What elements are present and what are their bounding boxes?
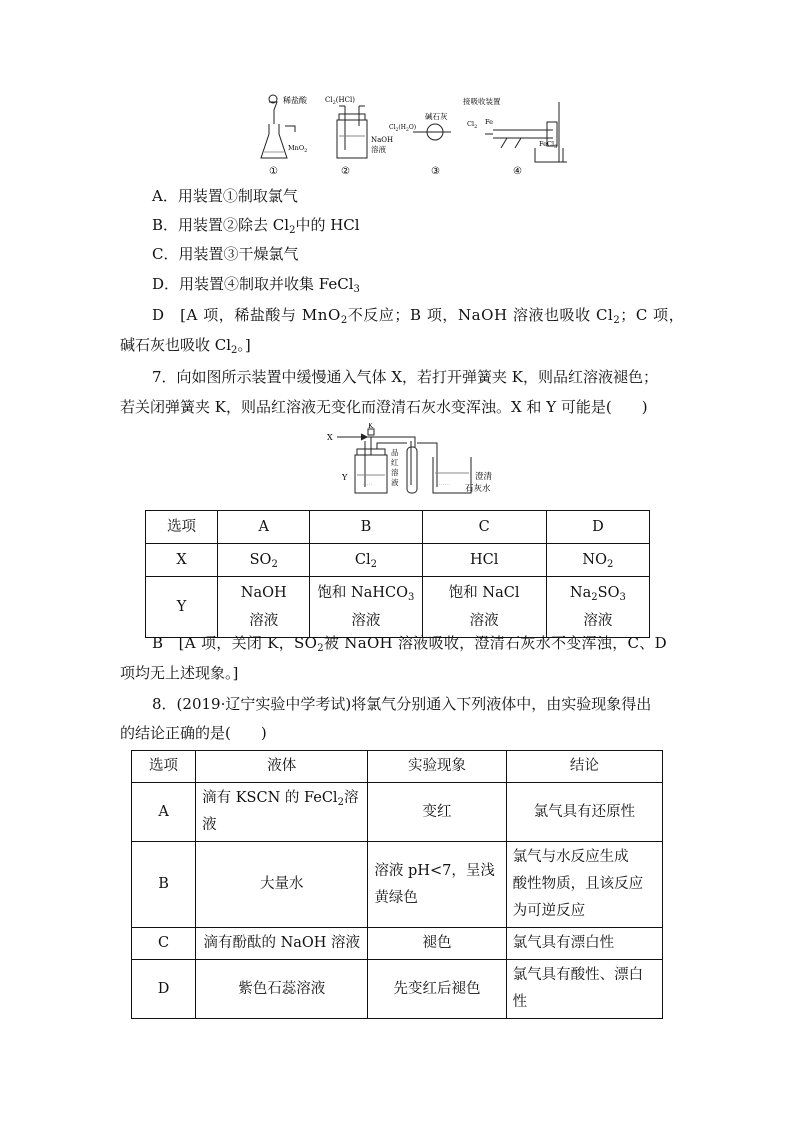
label-pinred-2: 红 (391, 458, 399, 467)
q7-stem-line-2: 若关闭弹簧夹 K，则品红溶液无变化而澄清石灰水变浑浊。X 和 Y 可能是( ) (120, 398, 648, 416)
table-cell: 氯气具有漂白性 (506, 928, 662, 960)
q6-option-a: A．用装置①制取氯气 (152, 187, 298, 205)
row-label: X (146, 544, 218, 577)
label-pinred-4: 液 (391, 478, 399, 487)
table-row (132, 960, 663, 1019)
table-cell: 滴有 KSCN 的 FeCl$_2$溶 液 (196, 783, 368, 842)
header-cell: B (310, 511, 422, 544)
apparatus-number-1: ① (269, 166, 278, 177)
q7-answer-line-1: B [A 项，关闭 K，$SO_2$被 NaOH 溶液吸收，澄清石灰水不变浑浊，C、D (152, 634, 667, 654)
q6-answer-line-1: D [A 项，稀盐酸与 MnO$_2$不反应；B 项，NaOH 溶液也吸收 $Cl_2$；C 项， (152, 306, 685, 326)
label-k: K (368, 423, 374, 430)
header-cell: D (546, 511, 649, 544)
apparatus-number-4: ④ (513, 166, 522, 177)
label-fe: Fe (485, 118, 494, 126)
table-row (132, 928, 663, 960)
table-row (132, 842, 663, 928)
label-naoh: NaOH (371, 136, 394, 144)
svg-text:- - - - - -: - - - - - - (439, 482, 450, 486)
table-cell: A (132, 783, 196, 842)
header-cell: C (422, 511, 546, 544)
apparatus-number-2: ② (341, 166, 350, 177)
label-soda-lime: 碱石灰 (425, 112, 448, 121)
table-row (146, 544, 650, 577)
label-pinred-3: 溶 (391, 468, 399, 477)
label-solution: 溶液 (371, 145, 386, 154)
label-cl2-4: $Cl_2$ (467, 120, 478, 130)
q6-option-c: C．用装置③干燥氯气 (152, 245, 299, 263)
table-row (132, 751, 663, 783)
q7-apparatus-figure (325, 423, 505, 501)
table-cell: 氯气具有还原性 (506, 783, 662, 842)
label-limewater-2: 石灰水 (465, 484, 491, 494)
table-cell: 溶液 pH<7，呈浅 黄绿色 (368, 842, 506, 928)
label-pinred-1: 品 (391, 448, 399, 457)
label-dilute-hcl: 稀盐酸 (283, 96, 307, 105)
table-cell: 大量水 (196, 842, 368, 928)
header-cell: 实验现象 (368, 751, 506, 783)
q8-stem-line-2: 的结论正确的是( ) (120, 724, 267, 742)
label-mno2: MnO$_2$ (288, 144, 308, 154)
header-cell: 液体 (196, 751, 368, 783)
table-cell: 氯气与水反应生成 酸性物质，且该反应 为可逆反应 (506, 842, 662, 928)
table-cell: 氯气具有酸性、漂白 性 (506, 960, 662, 1019)
apparatus-figure-1 (255, 92, 575, 178)
q8-table (131, 750, 663, 1019)
table-cell: 紫色石蕊溶液 (196, 960, 368, 1019)
table-row (132, 783, 663, 842)
table-cell: 饱和 NaCl 溶液 (422, 577, 546, 638)
row-label: Y (146, 577, 218, 638)
table-cell: 变红 (368, 783, 506, 842)
header-cell: 结论 (506, 751, 662, 783)
label-y: Y (342, 473, 348, 482)
q7-answer-line-2: 项均无上述现象。] (120, 664, 239, 682)
apparatus-number-3: ③ (431, 166, 440, 177)
table-cell: 先变红后褪色 (368, 960, 506, 1019)
q8-stem-line-1: 8．(2019·辽宁实验中学考试)将氯气分别通入下列液体中，由实验现象得出 (152, 695, 652, 713)
header-cell: 选项 (146, 511, 218, 544)
label-limewater-1: 澄清 (475, 472, 493, 482)
table-cell: $Cl_2$ (310, 544, 422, 577)
header-cell: 选项 (132, 751, 196, 783)
table-cell: $NO_2$ (546, 544, 649, 577)
table-cell: C (132, 928, 196, 960)
table-cell: $Na_2SO_3$ 溶液 (546, 577, 649, 638)
table-cell: HCl (422, 544, 546, 577)
table-row (146, 511, 650, 544)
q6-option-d: D．用装置④制取并收集 FeCl$_3$ (152, 275, 360, 295)
svg-text:- - - - -: - - - - - (363, 482, 372, 486)
q7-table (145, 510, 650, 638)
header-cell: A (218, 511, 310, 544)
label-absorb: 接吸收装置 (463, 97, 501, 106)
label-cl2-h2o: $Cl_2(H_2O)$ (389, 124, 417, 133)
q6-answer-line-2: 碱石灰也吸收 $Cl_2$。] (120, 336, 251, 356)
q7-stem-line-1: 7．向如图所示装置中缓慢通入气体 X，若打开弹簧夹 K，则品红溶液褪色； (152, 368, 658, 386)
table-cell: 滴有酚酞的 NaOH 溶液 (196, 928, 368, 960)
table-cell: D (132, 960, 196, 1019)
table-row (146, 577, 650, 638)
table-cell: B (132, 842, 196, 928)
q6-option-b: B．用装置②除去 $Cl_2$中的 HCl (152, 216, 360, 236)
label-cl2-hcl: $Cl_2(HCl)$ (325, 96, 355, 106)
table-cell: NaOH 溶液 (218, 577, 310, 638)
table-cell: 饱和 NaHCO$_3$ 溶液 (310, 577, 422, 638)
table-cell: $SO_2$ (218, 544, 310, 577)
table-cell: 褪色 (368, 928, 506, 960)
label-fecl3: FeCl$_3$ (539, 140, 558, 150)
label-x: X (327, 433, 333, 442)
